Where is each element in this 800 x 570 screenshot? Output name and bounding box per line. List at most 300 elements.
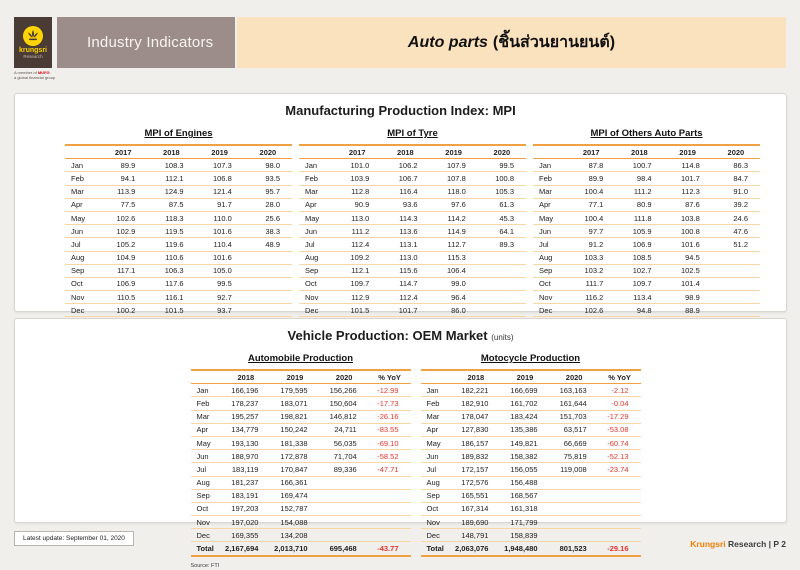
- column-header: [299, 145, 333, 159]
- mufg-mark: MUFG: [37, 70, 50, 75]
- cell-value: 149,821: [500, 436, 549, 449]
- table-row: [421, 397, 641, 410]
- cell-value: 86.3: [712, 159, 760, 172]
- cell-value: 150,604: [320, 397, 369, 410]
- page-title-th: (ชิ้นส่วนยานยนต์): [492, 34, 616, 51]
- automobile-title: Automobile Production: [247, 353, 354, 364]
- row-label: May: [421, 436, 452, 449]
- cell-value: 111.2: [333, 225, 381, 238]
- table-row: [191, 476, 411, 489]
- cell-value: 48.9: [244, 238, 292, 251]
- cell-value: 158,382: [500, 450, 549, 463]
- column-header: % YoY: [369, 370, 411, 384]
- row-label: May: [533, 211, 567, 224]
- cell-value: 38.3: [244, 225, 292, 238]
- cell-value: 111.2: [615, 185, 663, 198]
- table-row: [65, 304, 292, 317]
- cell-value: 183,119: [221, 463, 270, 476]
- cell-value: 115.6: [381, 264, 429, 277]
- cell-value: 89.3: [478, 238, 526, 251]
- cell-yoy: -47.71: [369, 463, 411, 476]
- cell-value: 119,008: [550, 463, 599, 476]
- cell-value: 121.4: [196, 185, 244, 198]
- cell-value: 61.3: [478, 198, 526, 211]
- cell-value: 28.0: [244, 198, 292, 211]
- mpi-others-title: MPI of Others Auto Parts: [590, 128, 703, 139]
- cell-value: 101.7: [381, 304, 429, 317]
- table-row: [65, 198, 292, 211]
- column-header: 2018: [615, 145, 663, 159]
- table-row: [191, 384, 411, 397]
- cell-value: 112.1: [333, 264, 381, 277]
- table-row: [65, 264, 292, 277]
- krungsri-emblem-icon: [25, 28, 41, 44]
- cell-value: [550, 516, 599, 529]
- row-label: Jan: [533, 159, 567, 172]
- cell-value: 105.9: [615, 225, 663, 238]
- cell-value: 99.5: [196, 277, 244, 290]
- row-label: Dec: [421, 529, 452, 542]
- cell-value: 102.6: [567, 304, 615, 317]
- table-row: [299, 238, 526, 251]
- cell-value: 197,203: [221, 502, 270, 515]
- row-label: Apr: [191, 423, 222, 436]
- cell-value: 148,791: [451, 529, 500, 542]
- cell-value: 183,424: [500, 410, 549, 423]
- cell-value: 106.9: [615, 238, 663, 251]
- cell-value: 106.4: [430, 264, 478, 277]
- cell-value: 112.4: [333, 238, 381, 251]
- cell-value: 84.7: [712, 172, 760, 185]
- cell-value: 87.5: [147, 198, 195, 211]
- table-row: [65, 291, 292, 304]
- header-row: [191, 370, 411, 384]
- table-row: [65, 238, 292, 251]
- cell-value: 171,799: [500, 516, 549, 529]
- cell-value: 112.3: [664, 185, 712, 198]
- row-label: Apr: [65, 198, 99, 211]
- cell-value: 115.3: [430, 251, 478, 264]
- cell-yoy: -12.99: [369, 384, 411, 397]
- cell-value: [244, 251, 292, 264]
- header-row: [299, 145, 526, 159]
- cell-value: [550, 529, 599, 542]
- column-header: 2019: [500, 370, 549, 384]
- cell-value: 75,819: [550, 450, 599, 463]
- cell-value: 167,314: [451, 502, 500, 515]
- cell-value: [369, 476, 411, 489]
- row-label: Feb: [533, 172, 567, 185]
- cell-yoy: -83.55: [369, 423, 411, 436]
- table-row: [533, 251, 760, 264]
- row-label: Feb: [299, 172, 333, 185]
- row-label: Total: [191, 542, 222, 556]
- cell-value: 170,847: [270, 463, 319, 476]
- cell-value: [244, 277, 292, 290]
- cell-value: 106.2: [381, 159, 429, 172]
- cell-value: [320, 502, 369, 515]
- table-row: [191, 450, 411, 463]
- table-row: [65, 277, 292, 290]
- row-label: Oct: [299, 277, 333, 290]
- footer-brand-rest: Research | P 2: [728, 539, 786, 549]
- row-label: Nov: [65, 291, 99, 304]
- cell-value: 114.3: [381, 211, 429, 224]
- cell-value: 64.1: [478, 225, 526, 238]
- cell-value: [712, 251, 760, 264]
- row-label: Aug: [299, 251, 333, 264]
- cell-value: [320, 516, 369, 529]
- table-row: [421, 516, 641, 529]
- cell-value: 172,576: [451, 476, 500, 489]
- table-row: [65, 211, 292, 224]
- row-label: Jul: [533, 238, 567, 251]
- footer-brand: Krungsri: [690, 539, 726, 549]
- row-label: May: [65, 211, 99, 224]
- cell-value: 56,035: [320, 436, 369, 449]
- krungsri-logo: [14, 17, 52, 68]
- cell-value: 156,055: [500, 463, 549, 476]
- section-band: [57, 17, 235, 68]
- cell-value: [244, 264, 292, 277]
- cell-value: [478, 264, 526, 277]
- motocycle-column: [421, 353, 641, 570]
- row-label: Mar: [191, 410, 222, 423]
- cell-value: [712, 264, 760, 277]
- cell-value: [320, 476, 369, 489]
- cell-value: 97.6: [430, 198, 478, 211]
- column-header: 2020: [712, 145, 760, 159]
- cell-value: 163,163: [550, 384, 599, 397]
- cell-value: [369, 489, 411, 502]
- table-row: [65, 225, 292, 238]
- cell-value: 154,088: [270, 516, 319, 529]
- cell-value: 112.1: [147, 172, 195, 185]
- table-row: [299, 291, 526, 304]
- cell-value: 45.3: [478, 211, 526, 224]
- table-row: [299, 225, 526, 238]
- cell-value: 90.9: [333, 198, 381, 211]
- cell-value: 113.4: [615, 291, 663, 304]
- row-label: Feb: [65, 172, 99, 185]
- row-label: Sep: [421, 489, 452, 502]
- cell-value: [599, 516, 641, 529]
- row-label: Jun: [421, 450, 452, 463]
- cell-value: 87.6: [664, 198, 712, 211]
- row-label: Jul: [65, 238, 99, 251]
- table-row: [421, 423, 641, 436]
- cell-value: 161,702: [500, 397, 549, 410]
- cell-value: 108.5: [615, 251, 663, 264]
- row-label: Oct: [421, 502, 452, 515]
- cell-value: 135,386: [500, 423, 549, 436]
- cell-value: 197,020: [221, 516, 270, 529]
- cell-value: [712, 304, 760, 317]
- cell-value: [599, 502, 641, 515]
- cell-value: 110.6: [147, 251, 195, 264]
- cell-value: 92.7: [196, 291, 244, 304]
- cell-value: 112.7: [430, 238, 478, 251]
- table-row: [421, 489, 641, 502]
- row-label: Jan: [65, 159, 99, 172]
- cell-value: 88.9: [664, 304, 712, 317]
- cell-value: 183,071: [270, 397, 319, 410]
- table-row: [421, 529, 641, 542]
- table-row: [299, 304, 526, 317]
- data-table: [191, 369, 411, 557]
- cell-value: 113.9: [99, 185, 147, 198]
- motocycle-table: [421, 369, 641, 557]
- cell-value: [550, 476, 599, 489]
- cell-value: 101.6: [196, 225, 244, 238]
- column-header: [191, 370, 222, 384]
- table-row: [191, 423, 411, 436]
- cell-value: 156,488: [500, 476, 549, 489]
- cell-value: 51.2: [712, 238, 760, 251]
- table-row: [299, 172, 526, 185]
- table-row: [533, 291, 760, 304]
- table-row: [191, 436, 411, 449]
- cell-value: 97.7: [567, 225, 615, 238]
- column-header: 2019: [270, 370, 319, 384]
- table-row: [191, 489, 411, 502]
- cell-value: 100.2: [99, 304, 147, 317]
- page-title-band: [237, 17, 786, 68]
- mpi-engines-title: MPI of Engines: [144, 128, 213, 139]
- section-band-label: Industry Indicators: [87, 34, 214, 51]
- cell-value: 2,167,694: [221, 542, 270, 556]
- cell-value: 102.7: [615, 264, 663, 277]
- cell-value: 117.6: [147, 277, 195, 290]
- table-row: [533, 172, 760, 185]
- column-header: 2019: [664, 145, 712, 159]
- cell-yoy: -52.13: [599, 450, 641, 463]
- column-header: 2018: [147, 145, 195, 159]
- cell-value: 166,361: [270, 476, 319, 489]
- cell-value: 93.5: [244, 172, 292, 185]
- cell-value: 66,669: [550, 436, 599, 449]
- data-table: [299, 144, 526, 332]
- cell-value: 111.7: [567, 277, 615, 290]
- cell-value: 158,839: [500, 529, 549, 542]
- automobile-column: [191, 353, 411, 570]
- cell-value: 118.0: [430, 185, 478, 198]
- cell-value: 77.1: [567, 198, 615, 211]
- cell-value: 110.0: [196, 211, 244, 224]
- cell-value: 182,221: [451, 384, 500, 397]
- summary-row: [191, 542, 411, 556]
- cell-value: 101.6: [664, 238, 712, 251]
- row-label: Nov: [191, 516, 222, 529]
- table-row: [533, 264, 760, 277]
- cell-value: 161,318: [500, 502, 549, 515]
- table-row: [299, 185, 526, 198]
- cell-yoy: -26.16: [369, 410, 411, 423]
- cell-value: 91.7: [196, 198, 244, 211]
- cell-value: 103.9: [333, 172, 381, 185]
- cell-value: 108.3: [147, 159, 195, 172]
- row-label: Mar: [299, 185, 333, 198]
- cell-value: 801,523: [550, 542, 599, 556]
- cell-value: 95.7: [244, 185, 292, 198]
- cell-value: 101.6: [196, 251, 244, 264]
- cell-value: 87.8: [567, 159, 615, 172]
- column-header: [533, 145, 567, 159]
- cell-value: 179,595: [270, 384, 319, 397]
- cell-value: 183,191: [221, 489, 270, 502]
- cell-yoy: -17.29: [599, 410, 641, 423]
- cell-value: 2,063,076: [451, 542, 500, 556]
- cell-value: 110.4: [196, 238, 244, 251]
- header-row: [533, 145, 760, 159]
- oem-title-text: Vehicle Production: OEM Market: [287, 328, 488, 343]
- table-row: [65, 172, 292, 185]
- table-row: [191, 410, 411, 423]
- row-label: Dec: [65, 304, 99, 317]
- page-reference: [690, 539, 786, 549]
- cell-value: 161,644: [550, 397, 599, 410]
- cell-value: [550, 502, 599, 515]
- cell-value: 118.3: [147, 211, 195, 224]
- last-update-box: [14, 531, 134, 546]
- table-body: [421, 384, 641, 556]
- mpi-panel: [14, 93, 787, 315]
- cell-value: 107.3: [196, 159, 244, 172]
- cell-value: 181,338: [270, 436, 319, 449]
- cell-value: 117.1: [99, 264, 147, 277]
- cell-value: 101.5: [333, 304, 381, 317]
- column-header: % YoY: [599, 370, 641, 384]
- cell-value: 186,157: [451, 436, 500, 449]
- row-label: Aug: [191, 476, 222, 489]
- cell-value: 102.6: [99, 211, 147, 224]
- cell-value: [320, 489, 369, 502]
- cell-value: 100.4: [567, 211, 615, 224]
- table-head: [533, 145, 760, 159]
- row-label: Jun: [191, 450, 222, 463]
- cell-value: 107.9: [430, 159, 478, 172]
- table-row: [533, 211, 760, 224]
- table-row: [299, 277, 526, 290]
- column-header: 2020: [478, 145, 526, 159]
- table-row: [533, 185, 760, 198]
- logo-sub-text: Research: [23, 53, 43, 59]
- cell-value: 93.7: [196, 304, 244, 317]
- cell-value: 116.4: [381, 185, 429, 198]
- oem-source: Source: FTI: [190, 562, 220, 569]
- cell-value: 103.3: [567, 251, 615, 264]
- table-row: [421, 436, 641, 449]
- cell-value: 103.8: [664, 211, 712, 224]
- cell-value: 71,704: [320, 450, 369, 463]
- cell-value: 111.8: [615, 211, 663, 224]
- krungsri-logo-icon: [23, 26, 43, 46]
- cell-yoy: -53.08: [599, 423, 641, 436]
- last-update-text: Latest update: September 01, 2020: [23, 535, 125, 542]
- cell-value: 94.8: [615, 304, 663, 317]
- cell-value: 181,237: [221, 476, 270, 489]
- row-label: Sep: [299, 264, 333, 277]
- table-head: [421, 370, 641, 384]
- column-header: 2019: [196, 145, 244, 159]
- cell-value: [599, 529, 641, 542]
- row-label: Oct: [191, 502, 222, 515]
- cell-value: 105.3: [478, 185, 526, 198]
- row-label: May: [299, 211, 333, 224]
- cell-value: 100.4: [567, 185, 615, 198]
- cell-value: 105.0: [196, 264, 244, 277]
- cell-value: 127,830: [451, 423, 500, 436]
- row-label: May: [191, 436, 222, 449]
- row-label: Total: [421, 542, 452, 556]
- table-row: [533, 304, 760, 317]
- cell-value: 106.3: [147, 264, 195, 277]
- cell-value: 156,266: [320, 384, 369, 397]
- cell-value: 107.8: [430, 172, 478, 185]
- motocycle-title: Motocycle Production: [480, 353, 581, 364]
- cell-value: [369, 516, 411, 529]
- cell-value: 169,355: [221, 529, 270, 542]
- cell-value: 98.4: [615, 172, 663, 185]
- table-row: [533, 198, 760, 211]
- cell-value: 112.8: [333, 185, 381, 198]
- row-label: Apr: [299, 198, 333, 211]
- cell-value: 113.6: [381, 225, 429, 238]
- table-row: [421, 463, 641, 476]
- cell-value: 198,821: [270, 410, 319, 423]
- cell-yoy: -17.73: [369, 397, 411, 410]
- data-table: [65, 144, 292, 332]
- cell-value: 166,699: [500, 384, 549, 397]
- cell-value: 89,336: [320, 463, 369, 476]
- cell-value: 63,517: [550, 423, 599, 436]
- table-row: [191, 463, 411, 476]
- row-label: Mar: [65, 185, 99, 198]
- cell-value: [712, 277, 760, 290]
- cell-value: 100.7: [615, 159, 663, 172]
- column-header: 2018: [381, 145, 429, 159]
- cell-value: 1,948,480: [500, 542, 549, 556]
- automobile-table: [191, 369, 411, 557]
- table-row: [299, 159, 526, 172]
- cell-value: 89.9: [567, 172, 615, 185]
- cell-value: [478, 277, 526, 290]
- cell-value: 93.6: [381, 198, 429, 211]
- row-label: Oct: [65, 277, 99, 290]
- row-label: Jun: [533, 225, 567, 238]
- cell-value: 91.0: [712, 185, 760, 198]
- cell-value: 151,703: [550, 410, 599, 423]
- table-row: [191, 397, 411, 410]
- table-row: [421, 450, 641, 463]
- cell-value: 47.6: [712, 225, 760, 238]
- cell-value: [712, 291, 760, 304]
- table-row: [533, 225, 760, 238]
- cell-yoy: -29.16: [599, 542, 641, 556]
- cell-value: 134,208: [270, 529, 319, 542]
- table-head: [65, 145, 292, 159]
- cell-value: 695,468: [320, 542, 369, 556]
- row-label: Sep: [533, 264, 567, 277]
- column-header: 2018: [221, 370, 270, 384]
- column-header: 2017: [333, 145, 381, 159]
- cell-value: 193,130: [221, 436, 270, 449]
- row-label: Sep: [191, 489, 222, 502]
- cell-yoy: -58.52: [369, 450, 411, 463]
- cell-value: 99.5: [478, 159, 526, 172]
- cell-value: [478, 304, 526, 317]
- cell-value: 116.1: [147, 291, 195, 304]
